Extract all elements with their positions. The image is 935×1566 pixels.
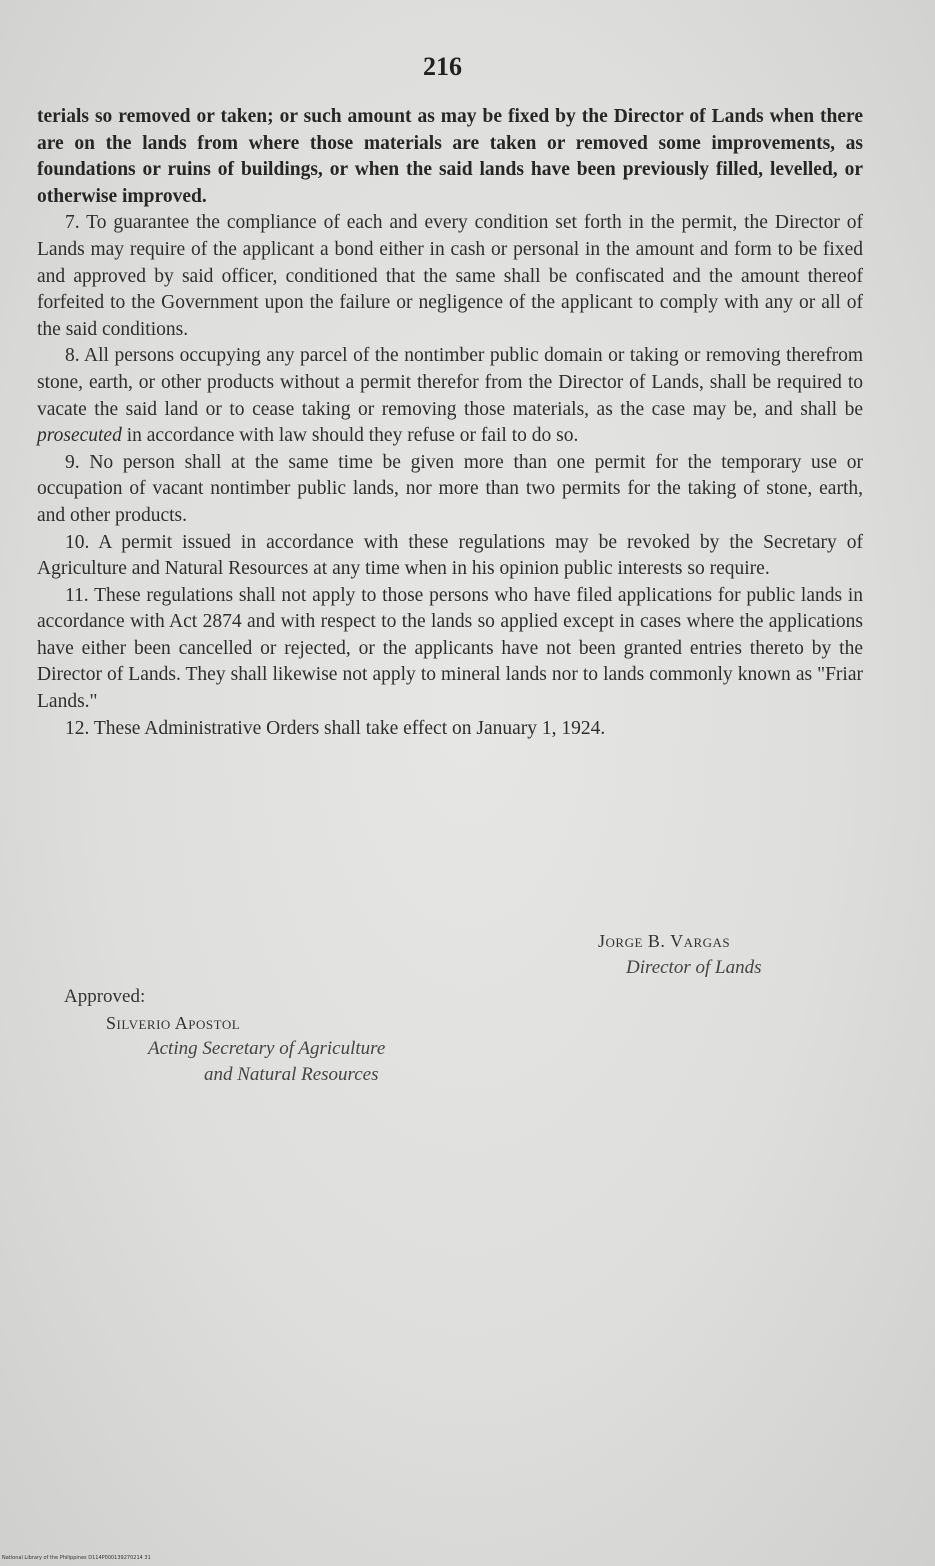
order-body: [37, 104, 863, 742]
paragraph-8: [37, 343, 863, 449]
paragraph-9: 9. No person shall at the same time be given more than one permit for the temporary use or occupation of vacant nontimber public lands, nor more than two permits for the taking of stone, earth, and other products.: [37, 451, 863, 526]
paragraph-11: 11. These regulations shall not apply to those persons who have filed applications for public lands in accordance with Act 2874 and with respect to the lands so applied except in cases where the applications have either been cancelled or rejected, or the applicants have not been granted entries thereto by the Director of Lands. They shall likewise not apply to mineral lands nor to lands commonly known as "Friar Lands.": [37, 584, 863, 713]
paragraph-10: 10. A permit issued in accordance with these regulations may be revoked by the Secretary of Agriculture and Natural Resources at any time when in his opinion public interests so require.: [37, 531, 863, 580]
secretary-title-line-1: Acting Secretary of Agriculture: [148, 1038, 386, 1059]
paragraph-7: 7. To guarantee the compliance of each and every condition set forth in the permit, the Director of Lands may require of the applicant a bond either in cash or personal in the amount and form to be fixed and approved by said officer, conditioned that the same shall be confiscated and the amount thereof forfeited to the Government upon the failure or negligence of the applicant to comply with any or all of the said conditions.: [37, 212, 863, 340]
secretary-signature-name: Silverio Apostol: [106, 1013, 241, 1033]
director-signature-title: Director of Lands: [626, 957, 762, 978]
page-number: 216: [423, 52, 462, 81]
paragraph-8-emphasis: prosecuted: [37, 425, 122, 447]
director-signature-name: Jorge B. Vargas: [598, 931, 731, 951]
paragraph-8-text-b: in accordance with law should they refuse or fail to do so.: [121, 425, 579, 447]
approved-label: Approved:: [64, 986, 146, 1007]
paragraph-8-text-a: 8. All persons occupying any parcel of the nontimber public domain or taking or removing therefrom stone, earth, or other products without a permit therefor from the Director of Lands, shall be required to vacate the said land or to cease taking or removing those materials, as the case may be, and shall be: [37, 345, 863, 420]
library-footer-mark: National Library of the Philippines D114P000139270214 31: [2, 1555, 151, 1561]
secretary-title-line-2: and Natural Resources: [204, 1064, 379, 1085]
paragraph-12: 12. These Administrative Orders shall take effect on January 1, 1924.: [65, 717, 606, 739]
continued-paragraph: terials so removed or taken; or such amount as may be fixed by the Director of Lands when there are on the lands from where those materials are taken or removed some improvements, as foundations or ruins of buildings, or when the said lands have been previously filled, levelled, or otherwise improved.: [37, 106, 863, 207]
